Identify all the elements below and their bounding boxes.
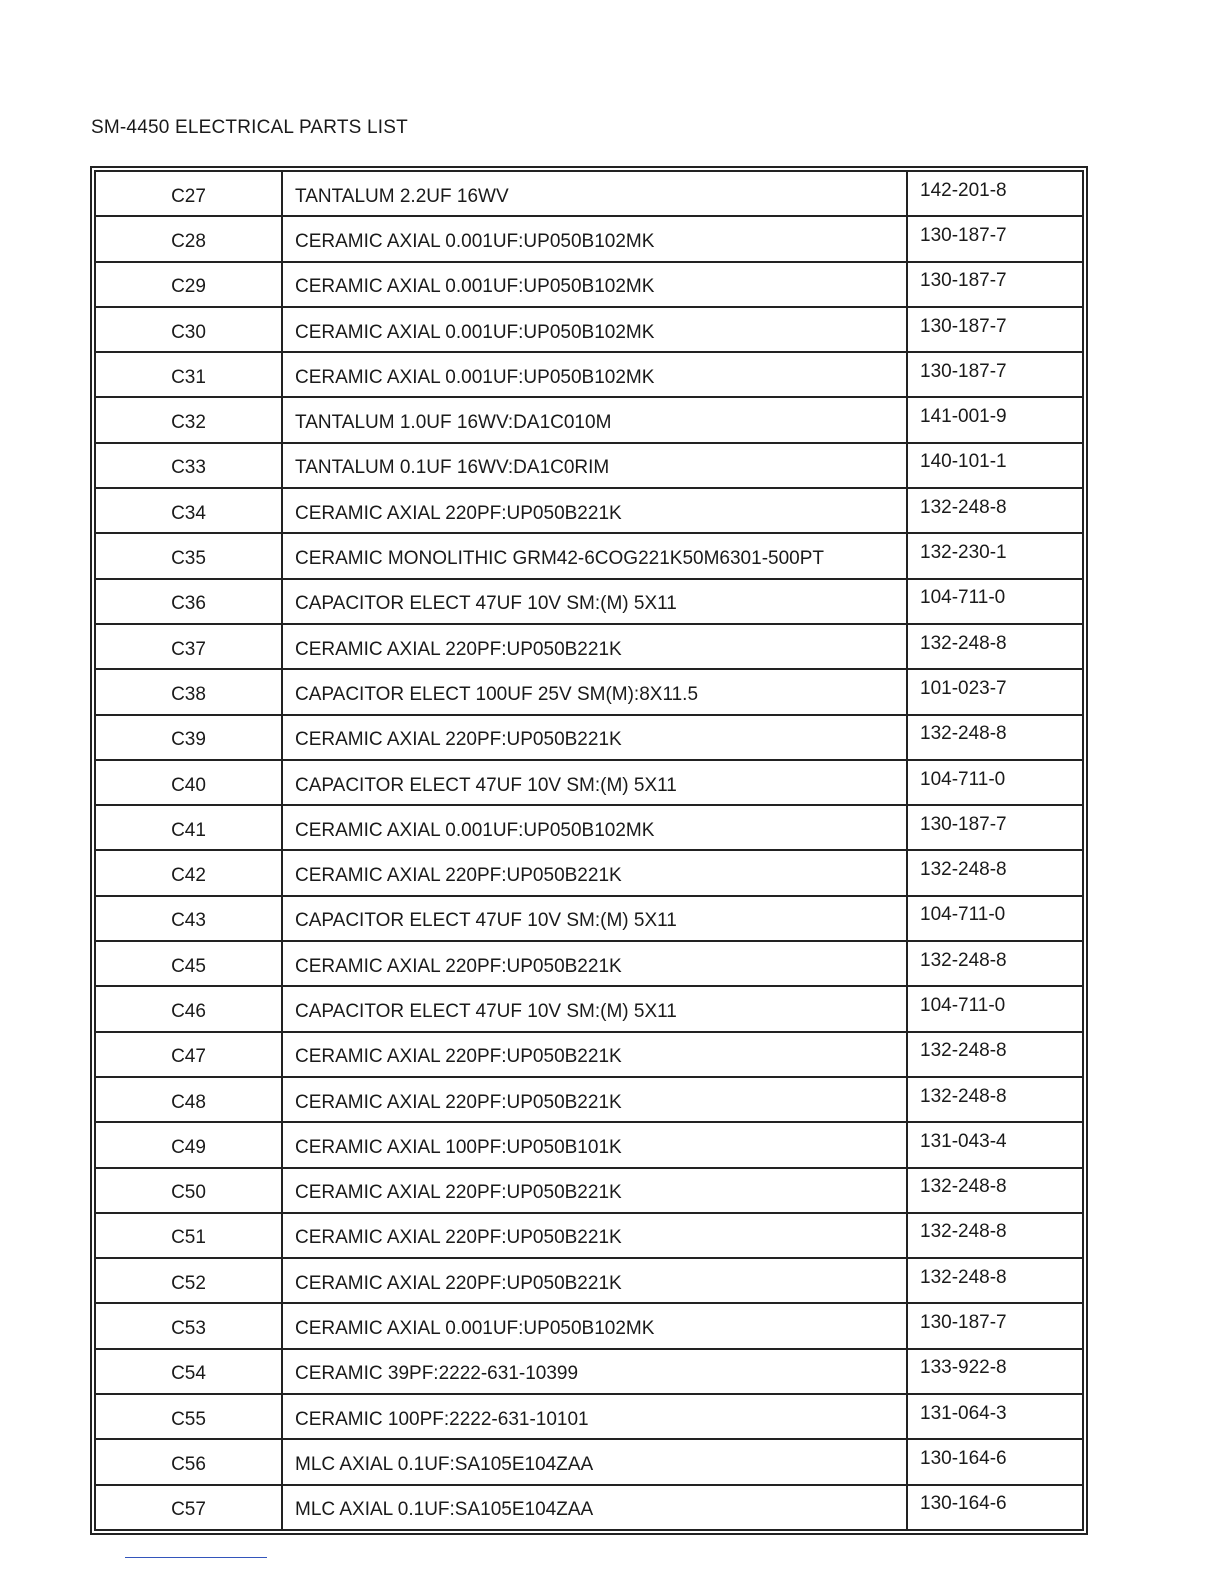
part-description-cell: CERAMIC AXIAL 0.001UF:UP050B102MK <box>282 1303 907 1348</box>
table-row <box>95 533 1083 578</box>
part-description-cell: CERAMIC AXIAL 220PF:UP050B221K <box>282 1168 907 1213</box>
table-row <box>95 579 1083 624</box>
part-description-cell: TANTALUM 0.1UF 16WV:DA1C0RIM <box>282 443 907 488</box>
part-number-cell: 132-248-8 <box>907 1258 1083 1303</box>
parts-table-body <box>95 171 1083 1530</box>
part-ref-cell: C43 <box>95 896 282 941</box>
part-number-cell: 101-023-7 <box>907 669 1083 714</box>
part-description-cell: CERAMIC AXIAL 0.001UF:UP050B102MK <box>282 307 907 352</box>
part-number-cell: 142-201-8 <box>907 171 1083 216</box>
part-ref-cell: C32 <box>95 397 282 442</box>
part-number-cell: 130-187-7 <box>907 262 1083 307</box>
part-description-cell: CAPACITOR ELECT 47UF 10V SM:(M) 5X11 <box>282 986 907 1031</box>
part-ref-cell: C50 <box>95 1168 282 1213</box>
part-description-cell: CERAMIC AXIAL 220PF:UP050B221K <box>282 1032 907 1077</box>
part-description-cell: CERAMIC AXIAL 100PF:UP050B101K <box>282 1122 907 1167</box>
part-ref-cell: C49 <box>95 1122 282 1167</box>
part-ref-cell: C54 <box>95 1349 282 1394</box>
part-number-cell: 132-248-8 <box>907 488 1083 533</box>
part-number-cell: 130-187-7 <box>907 307 1083 352</box>
part-description-cell: MLC AXIAL 0.1UF:SA105E104ZAA <box>282 1439 907 1484</box>
part-ref-cell: C41 <box>95 805 282 850</box>
part-description-cell: CERAMIC AXIAL 0.001UF:UP050B102MK <box>282 216 907 261</box>
table-row <box>95 1485 1083 1530</box>
table-row <box>95 1439 1083 1484</box>
table-row <box>95 262 1083 307</box>
part-number-cell: 132-248-8 <box>907 624 1083 669</box>
part-number-cell: 132-248-8 <box>907 1077 1083 1122</box>
part-ref-cell: C42 <box>95 850 282 895</box>
table-row <box>95 669 1083 714</box>
table-row <box>95 624 1083 669</box>
part-ref-cell: C33 <box>95 443 282 488</box>
part-number-cell: 132-248-8 <box>907 850 1083 895</box>
part-description-cell: CAPACITOR ELECT 47UF 10V SM:(M) 5X11 <box>282 896 907 941</box>
part-description-cell: CERAMIC AXIAL 220PF:UP050B221K <box>282 1213 907 1258</box>
table-row <box>95 941 1083 986</box>
part-number-cell: 104-711-0 <box>907 896 1083 941</box>
table-row <box>95 1168 1083 1213</box>
part-number-cell: 130-164-6 <box>907 1439 1083 1484</box>
table-row <box>95 1258 1083 1303</box>
table-row <box>95 1032 1083 1077</box>
part-ref-cell: C53 <box>95 1303 282 1348</box>
part-description-cell: CERAMIC AXIAL 0.001UF:UP050B102MK <box>282 352 907 397</box>
part-ref-cell: C35 <box>95 533 282 578</box>
part-ref-cell: C55 <box>95 1394 282 1439</box>
part-number-cell: 132-248-8 <box>907 941 1083 986</box>
part-number-cell: 131-043-4 <box>907 1122 1083 1167</box>
part-ref-cell: C45 <box>95 941 282 986</box>
part-number-cell: 131-064-3 <box>907 1394 1083 1439</box>
part-description-cell: CERAMIC AXIAL 220PF:UP050B221K <box>282 941 907 986</box>
part-number-cell: 140-101-1 <box>907 443 1083 488</box>
part-description-cell: CERAMIC 39PF:2222-631-10399 <box>282 1349 907 1394</box>
part-description-cell: CAPACITOR ELECT 100UF 25V SM(M):8X11.5 <box>282 669 907 714</box>
part-ref-cell: C39 <box>95 715 282 760</box>
page-title: SM-4450 ELECTRICAL PARTS LIST <box>91 117 408 138</box>
part-description-cell: CERAMIC AXIAL 220PF:UP050B221K <box>282 1077 907 1122</box>
table-row <box>95 1077 1083 1122</box>
part-description-cell: CAPACITOR ELECT 47UF 10V SM:(M) 5X11 <box>282 760 907 805</box>
part-description-cell: CERAMIC MONOLITHIC GRM42-6COG221K50M6301-500PT <box>282 533 907 578</box>
table-row <box>95 307 1083 352</box>
part-description-cell: CERAMIC AXIAL 220PF:UP050B221K <box>282 1258 907 1303</box>
part-ref-cell: C52 <box>95 1258 282 1303</box>
table-row <box>95 397 1083 442</box>
part-description-cell: MLC AXIAL 0.1UF:SA105E104ZAA <box>282 1485 907 1530</box>
part-description-cell: CERAMIC AXIAL 0.001UF:UP050B102MK <box>282 805 907 850</box>
table-row <box>95 715 1083 760</box>
part-description-cell: CERAMIC AXIAL 220PF:UP050B221K <box>282 624 907 669</box>
part-number-cell: 132-248-8 <box>907 1168 1083 1213</box>
table-row <box>95 1303 1083 1348</box>
part-ref-cell: C31 <box>95 352 282 397</box>
part-description-cell: CERAMIC AXIAL 220PF:UP050B221K <box>282 715 907 760</box>
part-number-cell: 133-922-8 <box>907 1349 1083 1394</box>
table-row <box>95 443 1083 488</box>
part-number-cell: 104-711-0 <box>907 986 1083 1031</box>
part-ref-cell: C56 <box>95 1439 282 1484</box>
table-row <box>95 850 1083 895</box>
part-ref-cell: C37 <box>95 624 282 669</box>
part-number-cell: 130-164-6 <box>907 1485 1083 1530</box>
part-description-cell: CERAMIC AXIAL 0.001UF:UP050B102MK <box>282 262 907 307</box>
part-number-cell: 141-001-9 <box>907 397 1083 442</box>
table-row <box>95 171 1083 216</box>
part-ref-cell: C29 <box>95 262 282 307</box>
table-row <box>95 216 1083 261</box>
part-number-cell: 104-711-0 <box>907 579 1083 624</box>
table-row <box>95 488 1083 533</box>
part-number-cell: 130-187-7 <box>907 805 1083 850</box>
part-number-cell: 132-248-8 <box>907 1213 1083 1258</box>
table-row <box>95 1394 1083 1439</box>
part-number-cell: 132-248-8 <box>907 1032 1083 1077</box>
part-ref-cell: C34 <box>95 488 282 533</box>
part-number-cell: 132-248-8 <box>907 715 1083 760</box>
part-description-cell: TANTALUM 1.0UF 16WV:DA1C010M <box>282 397 907 442</box>
table-row <box>95 352 1083 397</box>
part-ref-cell: C27 <box>95 171 282 216</box>
part-ref-cell: C47 <box>95 1032 282 1077</box>
part-ref-cell: C36 <box>95 579 282 624</box>
part-description-cell: CERAMIC AXIAL 220PF:UP050B221K <box>282 850 907 895</box>
footer-rule <box>125 1557 267 1558</box>
part-ref-cell: C28 <box>95 216 282 261</box>
part-description-cell: TANTALUM 2.2UF 16WV <box>282 171 907 216</box>
part-number-cell: 130-187-7 <box>907 1303 1083 1348</box>
table-row <box>95 1122 1083 1167</box>
part-description-cell: CAPACITOR ELECT 47UF 10V SM:(M) 5X11 <box>282 579 907 624</box>
part-description-cell: CERAMIC 100PF:2222-631-10101 <box>282 1394 907 1439</box>
parts-table-frame <box>90 166 1088 1535</box>
parts-table <box>94 170 1084 1531</box>
part-number-cell: 132-230-1 <box>907 533 1083 578</box>
part-number-cell: 130-187-7 <box>907 352 1083 397</box>
table-row <box>95 1213 1083 1258</box>
part-number-cell: 104-711-0 <box>907 760 1083 805</box>
part-ref-cell: C46 <box>95 986 282 1031</box>
table-row <box>95 986 1083 1031</box>
part-ref-cell: C57 <box>95 1485 282 1530</box>
part-ref-cell: C48 <box>95 1077 282 1122</box>
table-row <box>95 896 1083 941</box>
part-description-cell: CERAMIC AXIAL 220PF:UP050B221K <box>282 488 907 533</box>
part-ref-cell: C40 <box>95 760 282 805</box>
table-row <box>95 805 1083 850</box>
table-row <box>95 1349 1083 1394</box>
part-ref-cell: C38 <box>95 669 282 714</box>
table-row <box>95 760 1083 805</box>
part-ref-cell: C51 <box>95 1213 282 1258</box>
part-ref-cell: C30 <box>95 307 282 352</box>
part-number-cell: 130-187-7 <box>907 216 1083 261</box>
